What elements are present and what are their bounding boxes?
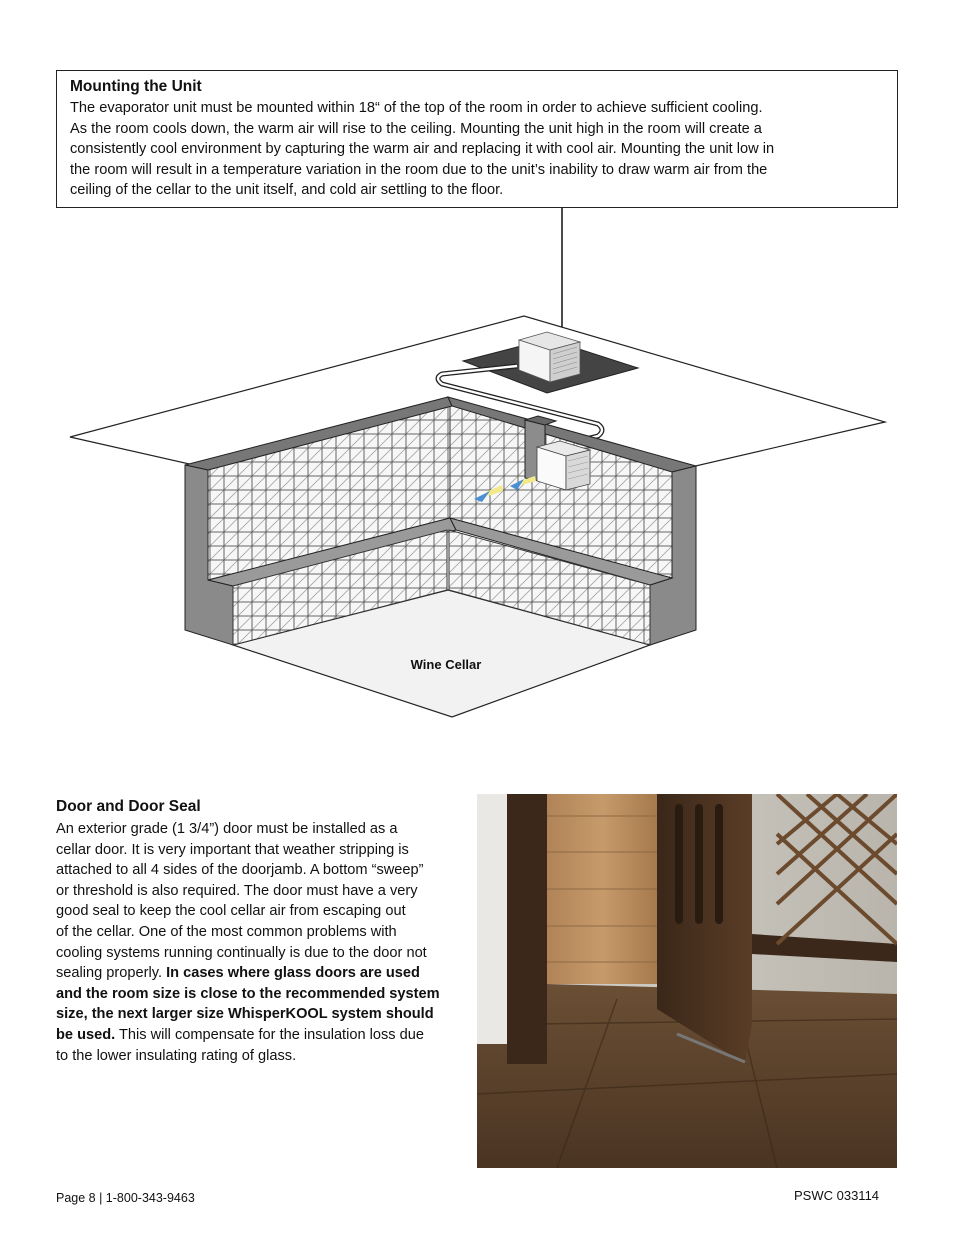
cellar-door-photo [477,794,897,1168]
door-line: of the cellar. One of the most common problems with [56,923,397,940]
door-line-bold: and the room size is close to the recommended system [56,985,440,1002]
door-line: This will compensate for the insulation loss due [115,1026,424,1043]
door-line: cellar door. It is very important that weather stripping is [56,841,409,858]
mounting-line: As the room cools down, the warm air will rise to the ceiling. Mounting the unit high in the room will create a [70,120,762,137]
door-line-bold: be used. [56,1026,116,1043]
wine-cellar-diagram [0,205,954,725]
mounting-line: The evaporator unit must be mounted within 18“ of the top of the room in order to achieve sufficient cooling. [70,100,763,116]
mounting-line: the room will result in a temperature variation in the room due to the unit’s inability to draw warm air from the [70,161,768,178]
mounting-line: consistently cool environment by capturing the warm air and replacing it with cool air. Mounting the unit low in [70,141,775,158]
door-line: or threshold is also required. The door must have a very [56,882,418,899]
evaporator-unit [537,441,590,490]
mounting-title: Mounting the Unit [70,78,202,95]
door-line-bold: In cases where glass doors are used [166,965,420,982]
door-line: An exterior grade (1 3/4”) door must be installed as a [56,821,398,837]
footer-page-number: Page 8 | 1-800-343-9463 [56,1191,195,1205]
door-line-bold: size, the next larger size WhisperKOOL system should [56,1006,434,1023]
mounting-text [70,98,884,201]
footer-document-code: PSWC 033114 [794,1188,880,1203]
door-line: sealing properly. [56,965,167,982]
mounting-line: ceiling of the cellar to the unit itself, and cold air settling to the floor. [70,182,504,199]
door-section-text [56,819,476,1066]
room-label: Wine Cellar [410,657,482,672]
door-section-title: Door and Door Seal [56,798,201,815]
door-line: to the lower insulating rating of glass. [56,1047,297,1064]
door-line: attached to all 4 sides of the doorjamb. A bottom “sweep” [56,862,424,879]
door-line: good seal to keep the cool cellar air from escaping out [56,903,406,920]
mounting-callout-box [56,70,898,208]
door-line: cooling systems running continually is due to the door not [56,944,427,961]
